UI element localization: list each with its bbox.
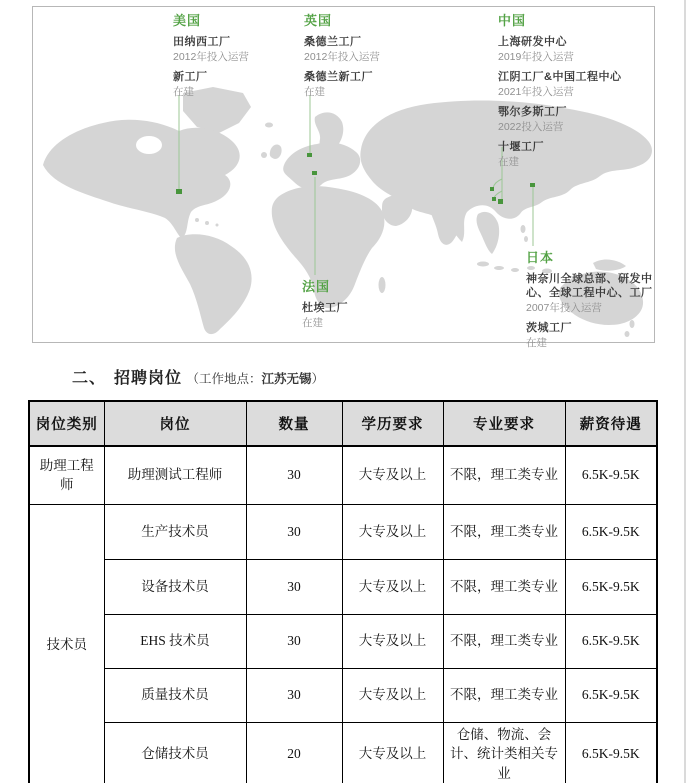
cell-position: 质量技术员 bbox=[104, 668, 246, 722]
country-label-france: 法国 bbox=[302, 279, 331, 294]
cell-count: 30 bbox=[246, 614, 342, 668]
cell-position: 生产技术员 bbox=[104, 504, 246, 559]
cell-major: 不限，理工类专业 bbox=[443, 446, 565, 504]
country-label-china: 中国 bbox=[498, 13, 527, 28]
uk-marker-dot bbox=[307, 153, 312, 157]
section-title bbox=[72, 365, 324, 388]
cell-major: 不限，理工类专业 bbox=[443, 559, 565, 614]
cell-category-merged: 技术员 bbox=[29, 504, 104, 783]
site-status: 2012年投入运营 bbox=[173, 51, 249, 63]
map-region-usa bbox=[173, 13, 249, 106]
header-category: 岗位类别 bbox=[29, 401, 104, 446]
cell-education: 大专及以上 bbox=[342, 559, 443, 614]
site-name: 鄂尔多斯工厂 bbox=[498, 106, 567, 118]
cell-major: 仓储、物流、会计、统计类相关专业 bbox=[443, 722, 565, 783]
site-name: 江阴工厂&中国工程中心 bbox=[498, 71, 622, 84]
map-region-uk bbox=[304, 13, 380, 106]
site-entry bbox=[526, 322, 674, 350]
site-name: 上海研发中心 bbox=[498, 36, 567, 49]
site-entry bbox=[526, 273, 674, 315]
header-salary: 薪资待遇 bbox=[565, 401, 657, 446]
cell-position: 仓储技术员 bbox=[104, 722, 246, 783]
header-count: 数量 bbox=[246, 401, 342, 446]
map-region-china bbox=[498, 13, 621, 176]
site-status: 在建 bbox=[498, 155, 519, 168]
country-label-usa: 美国 bbox=[173, 13, 202, 28]
recruitment-table bbox=[28, 400, 658, 783]
table-row bbox=[29, 504, 657, 559]
china-marker-dot bbox=[490, 187, 494, 191]
site-entry bbox=[498, 36, 621, 64]
table-row bbox=[29, 668, 657, 722]
cell-major: 不限，理工类专业 bbox=[443, 668, 565, 722]
site-status: 在建 bbox=[302, 317, 323, 329]
site-entry bbox=[498, 71, 621, 99]
work-location-prefix: （工作地点： bbox=[186, 372, 262, 386]
site-status: 2019年投入运营 bbox=[498, 51, 574, 63]
cell-position: 助理测试工程师 bbox=[104, 446, 246, 504]
cell-count: 30 bbox=[246, 559, 342, 614]
header-position: 岗位 bbox=[104, 401, 246, 446]
cell-education: 大专及以上 bbox=[342, 446, 443, 504]
china-marker-dot-3 bbox=[498, 199, 503, 204]
site-status: 在建 bbox=[526, 336, 547, 349]
cell-education: 大专及以上 bbox=[342, 668, 443, 722]
cell-salary: 6.5K-9.5K bbox=[565, 504, 657, 559]
site-entry bbox=[173, 36, 249, 64]
cell-position: EHS 技术员 bbox=[104, 614, 246, 668]
site-name: 新工厂 bbox=[173, 71, 208, 84]
work-location-suffix: ） bbox=[311, 372, 325, 386]
header-education: 学历要求 bbox=[342, 401, 443, 446]
site-status: 2022投入运营 bbox=[498, 120, 564, 133]
site-status: 2012年投入运营 bbox=[304, 51, 380, 63]
france-marker-dot bbox=[312, 171, 317, 175]
site-entry bbox=[304, 36, 380, 64]
table-row bbox=[29, 446, 657, 504]
cell-education: 大专及以上 bbox=[342, 504, 443, 559]
site-entry bbox=[173, 71, 249, 99]
cell-salary: 6.5K-9.5K bbox=[565, 614, 657, 668]
cell-salary: 6.5K-9.5K bbox=[565, 446, 657, 504]
cell-education: 大专及以上 bbox=[342, 614, 443, 668]
map-region-france bbox=[302, 279, 348, 337]
site-name: 神奈川全球总部、研发中心、全球工程中心、工厂 bbox=[526, 273, 653, 299]
map-region-japan bbox=[526, 250, 674, 357]
cell-count: 20 bbox=[246, 722, 342, 783]
cell-major: 不限，理工类专业 bbox=[443, 504, 565, 559]
country-label-japan: 日本 bbox=[526, 250, 555, 265]
site-name: 十堰工厂 bbox=[498, 140, 544, 153]
table-row bbox=[29, 722, 657, 783]
header-major: 专业要求 bbox=[443, 401, 565, 446]
site-name: 桑德兰新工厂 bbox=[304, 71, 373, 84]
cell-salary: 6.5K-9.5K bbox=[565, 722, 657, 783]
cell-salary: 6.5K-9.5K bbox=[565, 668, 657, 722]
cell-category: 助理工程师 bbox=[29, 446, 104, 504]
site-name: 桑德兰工厂 bbox=[304, 36, 362, 49]
table-row bbox=[29, 614, 657, 668]
cell-major: 不限，理工类专业 bbox=[443, 614, 565, 668]
section-heading: 招聘岗位 bbox=[114, 370, 183, 387]
us-marker-dot bbox=[176, 189, 182, 194]
site-name: 茨城工厂 bbox=[526, 321, 572, 334]
work-location: 江苏无锡 bbox=[261, 372, 312, 386]
cell-count: 30 bbox=[246, 504, 342, 559]
site-status: 2021年投入运营 bbox=[498, 85, 574, 98]
cell-position: 设备技术员 bbox=[104, 559, 246, 614]
site-entry bbox=[302, 302, 348, 330]
site-status: 在建 bbox=[173, 85, 194, 98]
site-name: 田纳西工厂 bbox=[173, 36, 231, 49]
table-row bbox=[29, 559, 657, 614]
cell-education: 大专及以上 bbox=[342, 722, 443, 783]
cell-salary: 6.5K-9.5K bbox=[565, 559, 657, 614]
cell-count: 30 bbox=[246, 668, 342, 722]
site-entry bbox=[498, 141, 621, 169]
china-marker-dot-2 bbox=[492, 197, 496, 201]
site-status: 在建 bbox=[304, 85, 325, 98]
section-number: 二、 bbox=[72, 370, 107, 387]
table-header-row bbox=[29, 401, 657, 446]
global-sites-map-panel bbox=[32, 6, 655, 349]
site-entry bbox=[304, 71, 380, 99]
japan-marker-dot bbox=[530, 183, 535, 187]
site-entry bbox=[498, 106, 621, 134]
site-name: 杜埃工厂 bbox=[302, 302, 348, 315]
cell-count: 30 bbox=[246, 446, 342, 504]
country-label-uk: 英国 bbox=[304, 13, 333, 28]
site-status: 2007年投入运营 bbox=[526, 301, 602, 314]
